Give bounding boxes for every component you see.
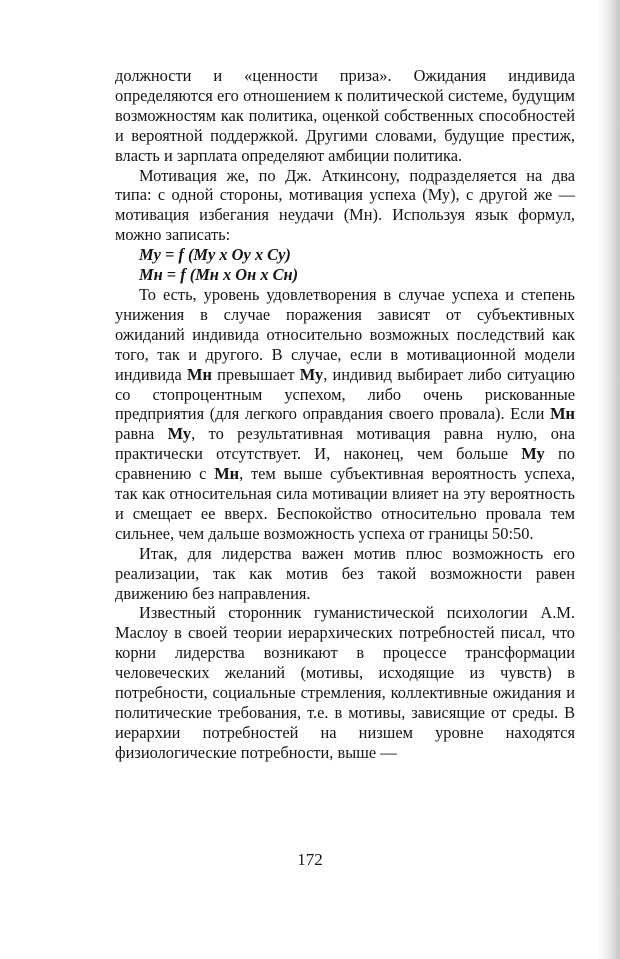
bold-term-mu: Му: [299, 364, 324, 384]
text-run: , индивид выбирает либо ситуацию со стопроцентным успехом, либо очень рискованные предприятия (для легкого оправдания своего провала). Если: [115, 364, 575, 424]
bold-term-mn: Мн: [550, 404, 575, 424]
text-run: по сравнению с: [115, 444, 575, 484]
scan-shadow-edge: [596, 0, 620, 959]
paragraph-1: должности и «ценности приза». Ожидания индивида определяются его отношением к политической системе, будущим возможностям как политика, оценкой собственных способностей и вероятной поддержкой. Другими словами, будущие престиж, власть и зарплата определяют амбиции политика.: [115, 66, 575, 165]
page-body: [115, 66, 575, 763]
page-number: 172: [297, 850, 323, 869]
bold-term-mu: Му: [521, 444, 545, 464]
paragraph-2: Мотивация же, по Дж. Аткинсону, подразделяется на два типа: с одной стороны, мотивация успеха (Му), с другой же — мотивация избегания неудачи (Мн). Используя язык формул, можно записать:: [115, 165, 575, 245]
text-run: , тем выше субъективная вероятность успеха, так как относительная сила мотивации влияет на эту вероятность и смещает ее вверх. Беспокойство относительно провала тем сильнее, чем дальше возможность успеха от границы 50:50.: [115, 464, 575, 543]
bold-term-mn: Мн: [187, 364, 212, 384]
bold-term-mu: Му: [167, 424, 192, 444]
formula-failure: Мн = f (Мн х Он х Сн): [139, 265, 299, 285]
text-run: То есть, уровень удовлетворения в случае успеха и степень унижения в случае поражения зависят от субъективных ожиданий индивида относительно возможных последствий как того, так и другого. В случае, если в мотивационной модели индивида: [115, 284, 575, 384]
formula-success: Му = f (Му х Оу х Су): [139, 245, 291, 265]
bold-term-mn: Мн: [214, 464, 240, 484]
text-run: , то результативная мотивация равна нулю, она практически отсутствует. И, наконец, чем больше: [115, 424, 575, 464]
text-run: равна: [115, 424, 168, 444]
paragraph-4: Итак, для лидерства важен мотив плюс возможность его реализации, так как мотив без такой возможности равен движению без направления.: [115, 543, 575, 603]
paragraph-5: Известный сторонник гуманистической психологии А.М. Маслоу в своей теории иерархических потребностей писал, что корни лидерства возникают в процессе трансформации человеческих желаний (мотивы, исходящие из чувств) в потребности, социальные стремления, коллективные ожидания и политические требования, т.е. в мотивы, зависящие от среды. В иерархии потребностей на низшем уровне находятся физиологические потребности, выше —: [115, 603, 575, 762]
text-run: превышает: [211, 364, 300, 384]
paragraph-3: [115, 285, 575, 544]
